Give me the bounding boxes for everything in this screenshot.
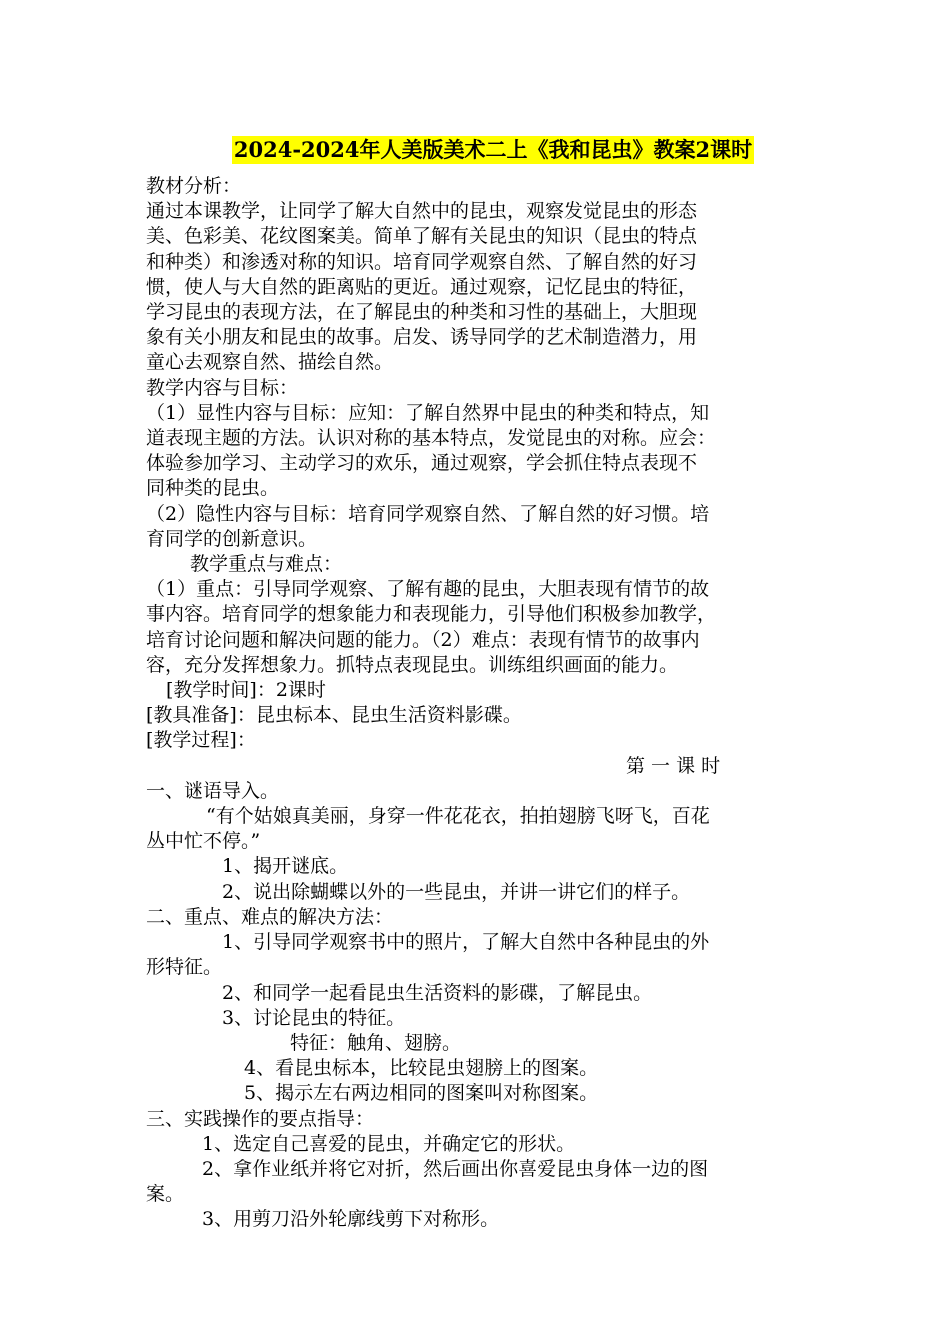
- text-line: 1、揭开谜底。: [222, 855, 349, 878]
- text-line: “有个姑娘真美丽，身穿一件花花衣，拍拍翅膀飞呀飞，百花: [206, 805, 710, 828]
- text-line: 4、看昆虫标本，比较昆虫翅膀上的图案。: [244, 1057, 599, 1080]
- text-line: 案。: [146, 1183, 185, 1206]
- text-line: 三、实践操作的要点指导：: [146, 1107, 375, 1130]
- text-line: 教学内容与目标：: [146, 376, 299, 399]
- text-line: 3、用剪刀沿外轮廓线剪下对称形。: [202, 1208, 500, 1231]
- document-page: [146, 132, 810, 1233]
- title-row: [146, 132, 810, 172]
- text-line: 同种类的昆虫。: [146, 477, 280, 500]
- text-line: 2、和同学一起看昆虫生活资料的影碟，了解昆虫。: [222, 981, 653, 1004]
- text-line: 惯，使人与大自然的距离贴的更近。通过观察，记忆昆虫的特征，: [146, 275, 698, 298]
- text-line: 教学重点与难点：: [190, 553, 343, 576]
- text-line: 容，充分发挥想象力。抓特点表现昆虫。训练组织画面的能力。: [146, 653, 679, 676]
- text-line: （2）隐性内容与目标：培育同学观察自然、了解自然的好习惯。培: [146, 502, 710, 525]
- text-line: 形特征。: [146, 956, 223, 979]
- text-line: 和种类）和渗透对称的知识。培育同学观察自然、了解自然的好习: [146, 250, 698, 273]
- text-line: 通过本课教学，让同学了解大自然中的昆虫，观察发觉昆虫的形态: [146, 200, 698, 223]
- text-line: 学习昆虫的表现方法，在了解昆虫的种类和习性的基础上，大胆现: [146, 301, 698, 324]
- text-line: 特征：触角、翅膀。: [290, 1031, 462, 1054]
- text-line: 培育讨论问题和解决问题的能力。（2）难点：表现有情节的故事内: [146, 628, 700, 651]
- text-line: 1、引导同学观察书中的照片，了解大自然中各种昆虫的外: [222, 931, 710, 954]
- text-line: （1）重点：引导同学观察、了解有趣的昆虫，大胆表现有情节的故: [146, 578, 710, 601]
- text-line: 道表现主题的方法。认识对称的基本特点，发觉昆虫的对称。应会：: [146, 427, 717, 450]
- text-line: 事内容。培育同学的想象能力和表现能力，引导他们积极参加教学，: [146, 603, 717, 626]
- text-line: 象有关小朋友和昆虫的故事。启发、诱导同学的艺术制造潜力，用: [146, 326, 698, 349]
- text-line: 丛中忙不停。”: [146, 830, 261, 853]
- document-body: [146, 174, 810, 1233]
- text-line: 第 一 课 时: [626, 754, 721, 777]
- text-line: 二、重点、难点的解决方法：: [146, 905, 394, 928]
- text-line: 2、说出除蝴蝶以外的一些昆虫，并讲一讲它们的样子。: [222, 880, 691, 903]
- text-line: 1、选定自己喜爱的昆虫，并确定它的形状。: [202, 1132, 576, 1155]
- text-line: 一、谜语导入。: [146, 779, 280, 802]
- text-line: 3、讨论昆虫的特征。: [222, 1006, 406, 1029]
- document-title: 2024-2024年人美版美术二上《我和昆虫》教案2课时: [233, 137, 753, 162]
- text-line: 美、色彩美、花纹图案美。简单了解有关昆虫的知识（昆虫的特点: [146, 225, 698, 248]
- text-line: 体验参加学习、主动学习的欢乐，通过观察，学会抓住特点表现不: [146, 452, 698, 475]
- text-line: 童心去观察自然、描绘自然。: [146, 351, 394, 374]
- text-line: 育同学的创新意识。: [146, 527, 318, 550]
- text-line: 5、揭示左右两边相同的图案叫对称图案。: [244, 1082, 599, 1105]
- text-line: [教学过程]：: [146, 729, 256, 752]
- text-line: 2、拿作业纸并将它对折，然后画出你喜爱昆虫身体一边的图: [202, 1157, 709, 1180]
- text-line: [教具准备]：昆虫标本、昆虫生活资料影碟。: [146, 704, 522, 727]
- text-line: 教材分析：: [146, 175, 242, 197]
- text-line: （1）显性内容与目标：应知：了解自然界中昆虫的种类和特点，知: [146, 401, 710, 424]
- text-line: [教学时间]：2课时: [166, 679, 326, 702]
